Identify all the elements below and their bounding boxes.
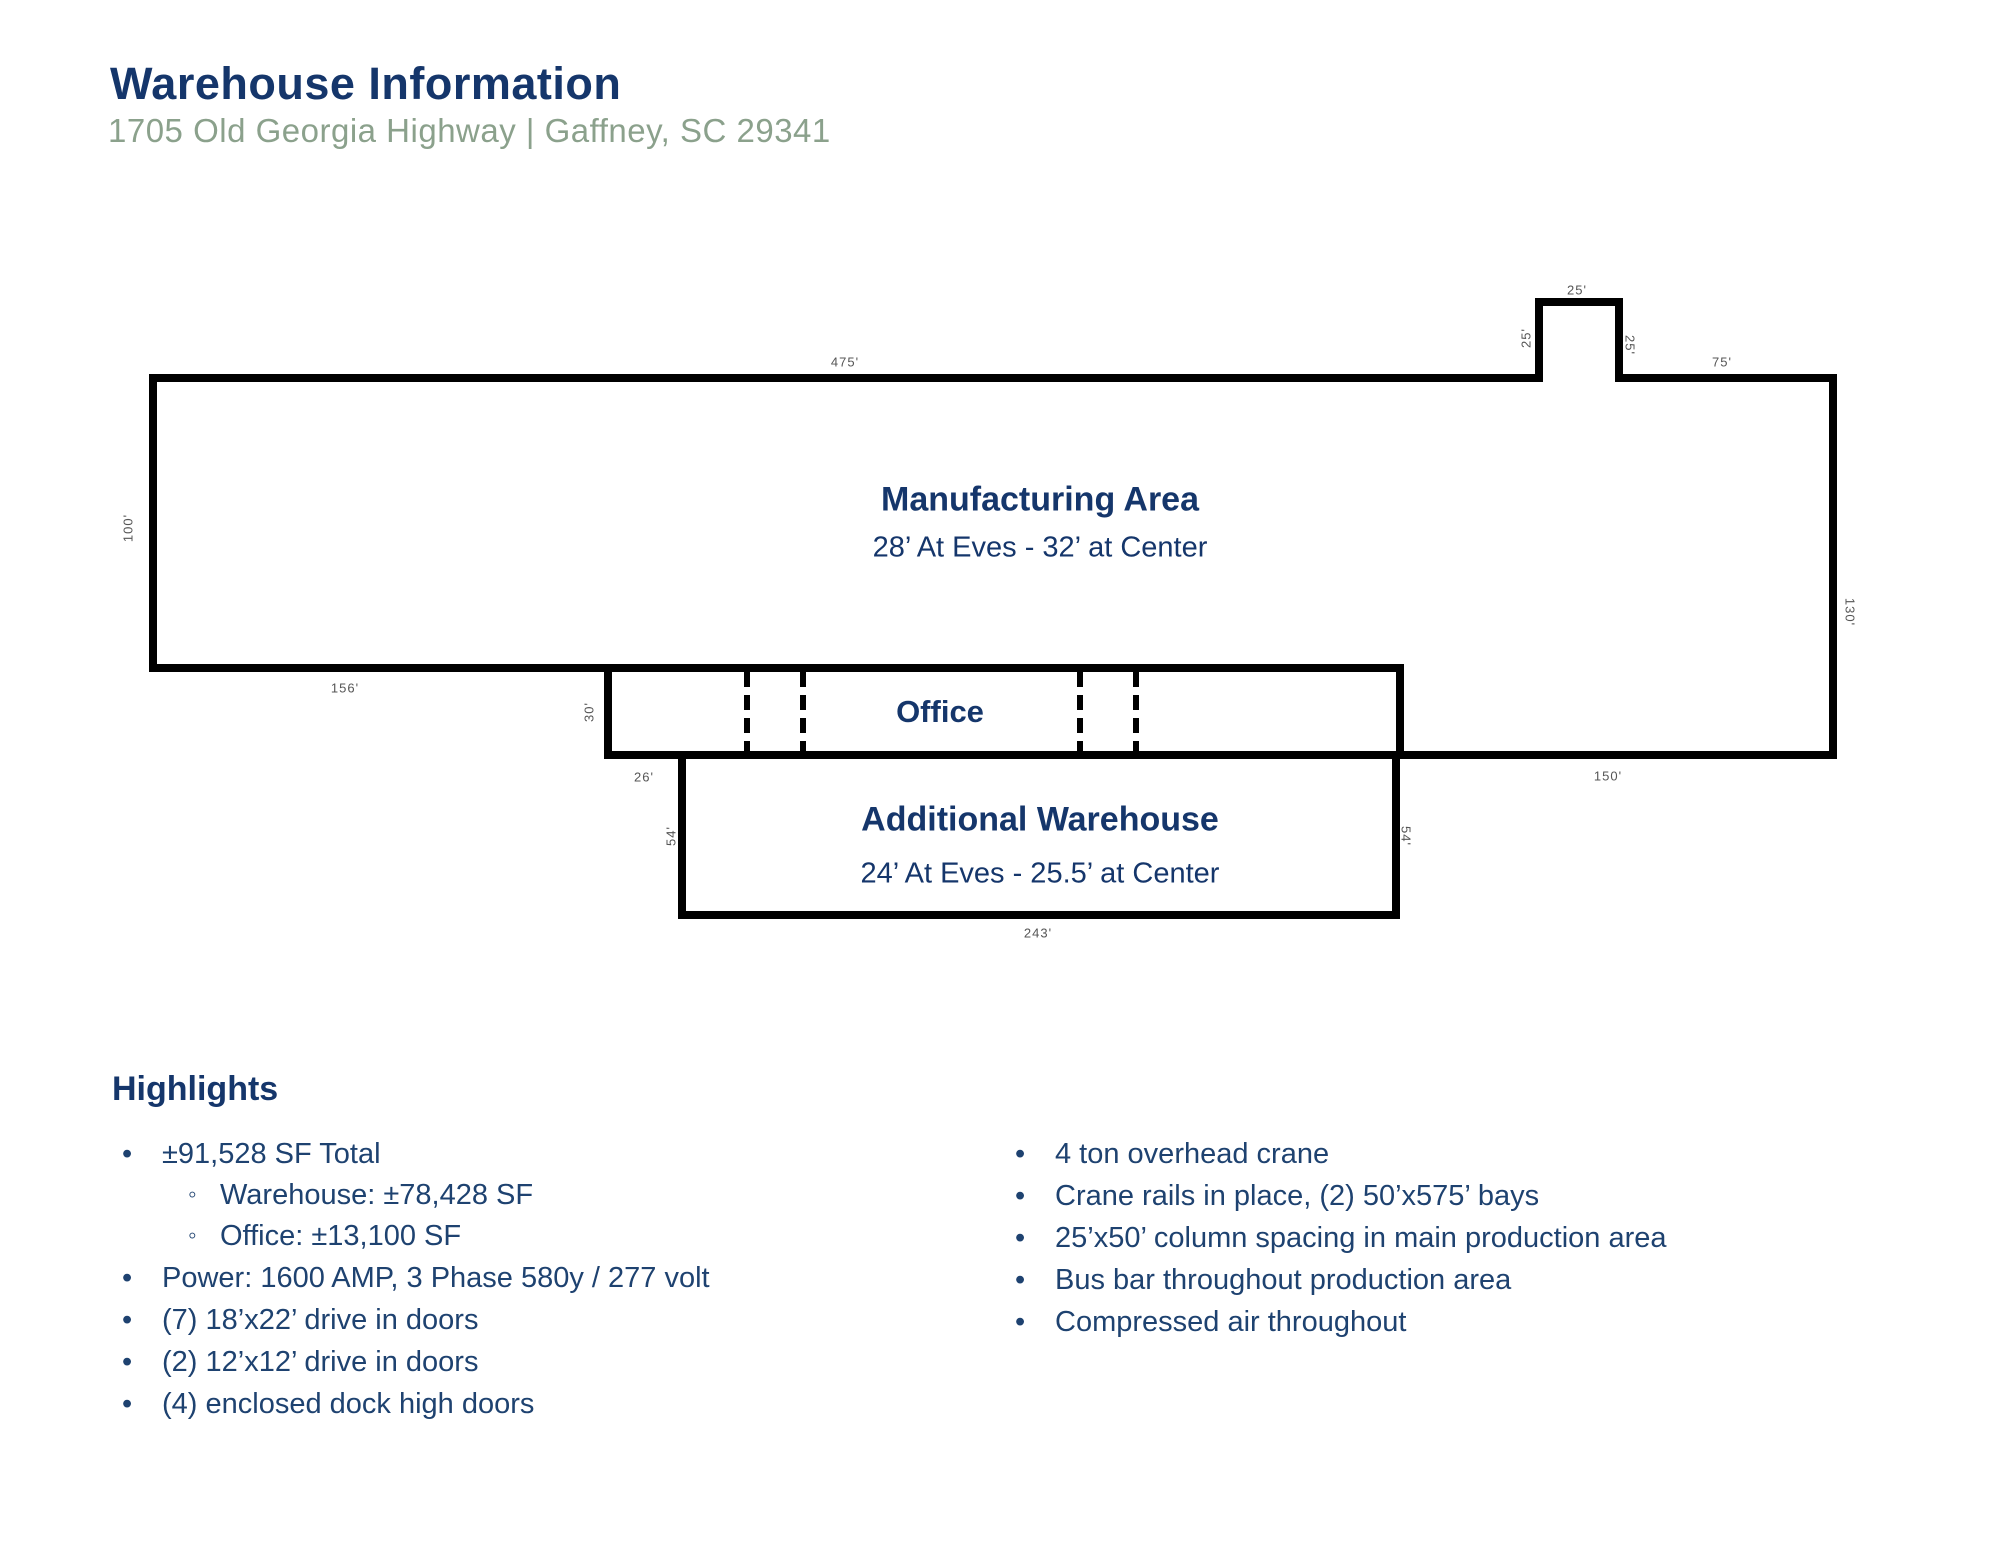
dim-bottom-left: 156' [330,680,360,696]
highlight-item-text: ±91,528 SF Total [162,1138,381,1170]
highlight-subitem-text: Office: ±13,100 SF [220,1220,462,1252]
dim-notch-top: 25' [1567,282,1587,298]
highlight-item-text: (4) enclosed dock high doors [162,1388,535,1420]
highlight-item-text: Compressed air throughout [1055,1306,1407,1338]
highlight-item [1005,1301,1965,1343]
office-label: Office [896,694,984,729]
wall-bottom-left-and-office-top [149,664,1404,672]
highlights-column-right [1005,1133,1965,1343]
highlight-subitem-text: Warehouse: ±78,428 SF [220,1179,534,1211]
highlight-item [1005,1217,1965,1259]
wall-top-left-segment [149,374,1543,382]
dim-aw-left: 54' [663,826,679,846]
highlight-subitem [162,1175,952,1216]
page-subtitle: 1705 Old Georgia Highway | Gaffney, SC 29341 [108,112,831,149]
office-partition-dash-2 [800,672,806,751]
wall-notch-left [1535,298,1543,382]
dim-notch-right: 25' [1622,335,1638,355]
wall-top-right-segment [1615,374,1837,382]
highlights-heading: Highlights [112,1070,279,1108]
dim-office-depth: 30' [581,702,597,722]
highlight-item-text: Crane rails in place, (2) 50’x575’ bays [1055,1180,1540,1212]
highlight-item [112,1299,952,1341]
wall-notch-top [1535,298,1623,306]
office-partition-dash-1 [744,672,750,751]
wall-office-right [1396,664,1404,759]
highlight-item-text: 25’x50’ column spacing in main production area [1055,1222,1667,1254]
highlight-item [112,1341,952,1383]
wall-right-edge [1829,374,1837,759]
additional-warehouse-label: Additional Warehouse [861,800,1219,839]
highlight-item-text: (7) 18’x22’ drive in doors [162,1304,479,1336]
highlight-item [1005,1175,1965,1217]
dim-aw-right: 54' [1398,826,1414,846]
highlight-item [112,1133,952,1257]
wall-left-edge [149,374,157,672]
additional-warehouse-detail: 24’ At Eves - 25.5’ at Center [860,857,1220,890]
dim-office-offset: 26' [634,769,654,785]
dim-aw-bottom: 243' [1023,925,1053,941]
dim-right: 130' [1842,597,1858,627]
highlight-item [1005,1133,1965,1175]
highlight-sublist [162,1175,952,1257]
dim-notch-left: 25' [1518,328,1534,348]
highlights-column-left [112,1133,952,1425]
highlight-item [112,1383,952,1425]
page-title: Warehouse Information [110,58,622,109]
highlight-item-text: (2) 12’x12’ drive in doors [162,1346,479,1378]
manufacturing-area-label: Manufacturing Area [880,480,1200,519]
highlights-list-left [112,1133,952,1425]
highlight-item [112,1257,952,1299]
dim-top: 475' [830,354,860,370]
manufacturing-area-detail: 28’ At Eves - 32’ at Center [872,531,1208,564]
highlight-item-text: Bus bar throughout production area [1055,1264,1512,1296]
highlight-item [1005,1259,1965,1301]
dim-bottom-right: 150' [1593,768,1623,784]
highlight-subitem [162,1216,952,1257]
office-partition-dash-3 [1077,672,1083,751]
wall-step-vertical [604,664,612,759]
dim-top-right: 75' [1712,354,1732,370]
highlights-list-right [1005,1133,1965,1343]
highlight-item-text: Power: 1600 AMP, 3 Phase 580y / 277 volt [162,1262,710,1294]
office-partition-dash-4 [1133,672,1139,751]
dim-left: 100' [120,513,136,543]
highlight-item-text: 4 ton overhead crane [1055,1138,1330,1170]
